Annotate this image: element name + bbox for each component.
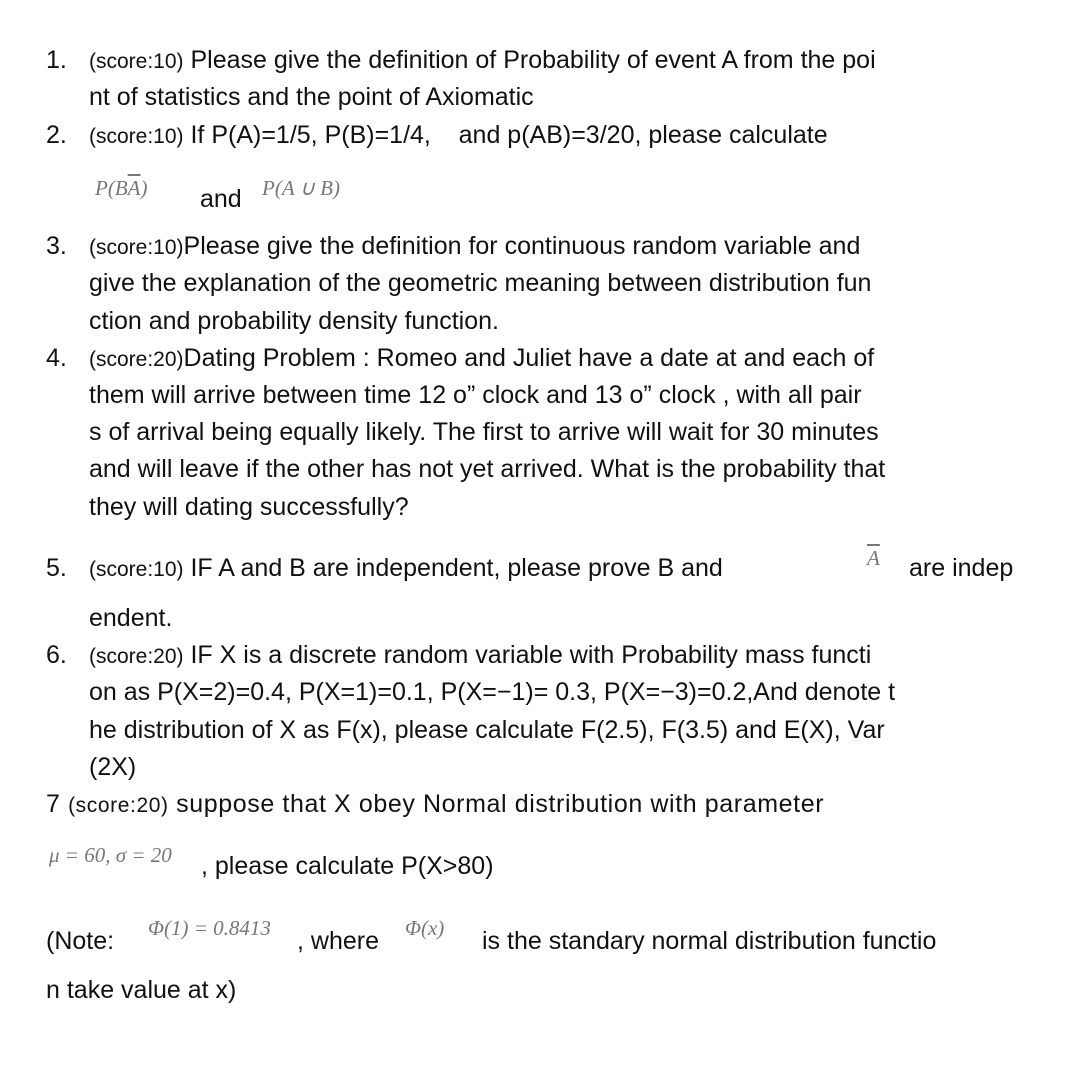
q6-line-1 — [89, 640, 871, 672]
q6-text-3: he distribution of X as F(x), please calculate F(2.5), F(3.5) and E(X), Var — [89, 716, 885, 744]
note-where: , where — [297, 927, 379, 955]
q2-score: (score:10) — [89, 125, 184, 148]
q7-math-params: μ = 60, σ = 20 — [49, 843, 172, 867]
q6-number: 6. — [46, 641, 67, 669]
q1-score: (score:10) — [89, 50, 184, 73]
note-text-1: is the standary normal distribution functio — [482, 927, 937, 955]
q4-line-1 — [89, 343, 874, 375]
q7-number: 7 — [46, 790, 61, 818]
q6-text-2: on as P(X=2)=0.4, P(X=1)=0.1, P(X=−1)= 0.3, P(X=−3)=0.2,And denote t — [89, 678, 896, 706]
q2-math-complement: $P(B\overline{A})$ — [95, 176, 148, 200]
q2-math-union: P(A ∪ B) — [262, 176, 340, 200]
note-open: (Note: — [46, 927, 115, 955]
q1-text-2: nt of statistics and the point of Axiomatic — [89, 83, 534, 111]
q1-line-1 — [89, 45, 876, 77]
q4-number: 4. — [46, 344, 67, 372]
q3-number: 3. — [46, 232, 67, 260]
q5-number: 5. — [46, 554, 67, 582]
q6-text-1: IF X is a discrete random variable with Probability mass functi — [190, 641, 872, 669]
q5-math-complement: $\overline{A}$ — [867, 546, 880, 570]
q1-text-1: Please give the definition of Probability of event A from the poi — [190, 46, 876, 74]
note-math-phix: Φ(x) — [405, 916, 445, 940]
q5-text-1: IF A and B are independent, please prove B and — [190, 554, 723, 582]
q3-score: (score:10) — [89, 236, 184, 259]
note-math-phi1: Φ(1) = 0.8413 — [148, 916, 271, 940]
q6-text-4: (2X) — [89, 753, 137, 781]
q3-text-3: ction and probability density function. — [89, 307, 499, 335]
q3-text-1: Please give the definition for continuous random variable and — [183, 232, 861, 260]
q2-and: and — [200, 185, 242, 213]
q6-score: (score:20) — [89, 645, 184, 668]
q7-text-1: suppose that X obey Normal distribution with parameter — [176, 790, 825, 818]
q4-text-4: and will leave if the other has not yet arrived. What is the probability that — [89, 455, 886, 483]
q4-text-2: them will arrive between time 12 o” clock and 13 o” clock , with all pair — [89, 381, 862, 409]
q2-line-1 — [89, 120, 828, 152]
q7-line-1 — [46, 789, 824, 821]
q3-line-1 — [89, 231, 860, 263]
q7-text-2: , please calculate P(X>80) — [201, 852, 494, 880]
q4-text-1: Dating Problem : Romeo and Juliet have a date at and each of — [183, 344, 875, 372]
q5-line-1 — [89, 553, 723, 585]
q5-text-2: are indep — [909, 554, 1014, 582]
q3-text-2: give the explanation of the geometric meaning between distribution fun — [89, 269, 872, 297]
q5-score: (score:10) — [89, 558, 184, 581]
q2-number: 2. — [46, 121, 67, 149]
q4-score: (score:20) — [89, 348, 184, 371]
q1-number: 1. — [46, 46, 67, 74]
q2-text-1: If P(A)=1/5, P(B)=1/4, and p(AB)=3/20, please calculate — [190, 121, 828, 149]
q4-text-5: they will dating successfully? — [89, 493, 409, 521]
q5-text-3: endent. — [89, 604, 173, 632]
q4-text-3: s of arrival being equally likely. The first to arrive will wait for 30 minutes — [89, 418, 879, 446]
note-text-2: n take value at x) — [46, 976, 237, 1004]
q7-score: (score:20) — [68, 794, 169, 817]
